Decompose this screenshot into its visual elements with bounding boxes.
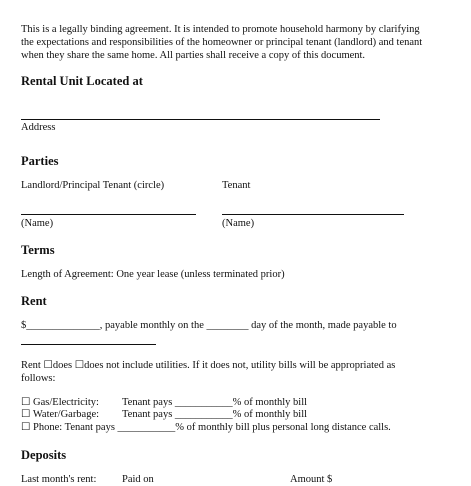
tenant-name-line[interactable] (222, 214, 404, 215)
last-month-rent-label: Last month's rent: (21, 474, 97, 485)
gas-electricity-label: ☐ Gas/Electricity: (21, 397, 99, 408)
water-garbage-share: Tenant pays ___________% of monthly bill (122, 409, 308, 420)
utilities-line-1: Rent ☐does ☐does not include utilities. If it does not, utility bills will be appropriated as (21, 360, 396, 371)
intro-line-1: This is a legally binding agreement. It is intended to promote household harmony by clarifying (21, 24, 420, 35)
tenant-label: Tenant (222, 180, 251, 191)
terms-heading: Terms (21, 243, 55, 257)
agreement-length: Length of Agreement: One year lease (unless terminated prior) (21, 269, 285, 280)
address-line[interactable] (21, 119, 380, 120)
amount-label: Amount $ (290, 474, 333, 485)
phone-share: ☐ Phone: Tenant pays ___________% of monthly bill plus personal long distance calls. (21, 422, 391, 433)
deposits-heading: Deposits (21, 448, 67, 462)
tenant-name-label: (Name) (222, 218, 255, 229)
rent-heading: Rent (21, 294, 47, 308)
rent-payment-line: $______________, payable monthly on the ________ day of the month, made payable to (21, 320, 397, 331)
landlord-label: Landlord/Principal Tenant (circle) (21, 180, 165, 191)
rental-unit-heading: Rental Unit Located at (21, 74, 143, 88)
utilities-line-2: follows: (21, 373, 56, 384)
intro-line-3: when they share the same home. All parties shall receive a copy of this document. (21, 50, 366, 61)
landlord-name-line[interactable] (21, 214, 196, 215)
gas-electricity-share: Tenant pays ___________% of monthly bill (122, 397, 308, 408)
payee-line[interactable] (21, 344, 156, 345)
parties-heading: Parties (21, 154, 59, 168)
paid-on-label: Paid on (122, 474, 154, 485)
intro-line-2: the expectations and responsibilities of the homeowner or principal tenant (landlord) and tenant (21, 37, 423, 48)
landlord-name-label: (Name) (21, 218, 54, 229)
address-label: Address (21, 122, 56, 133)
water-garbage-label: ☐ Water/Garbage: (21, 409, 100, 420)
